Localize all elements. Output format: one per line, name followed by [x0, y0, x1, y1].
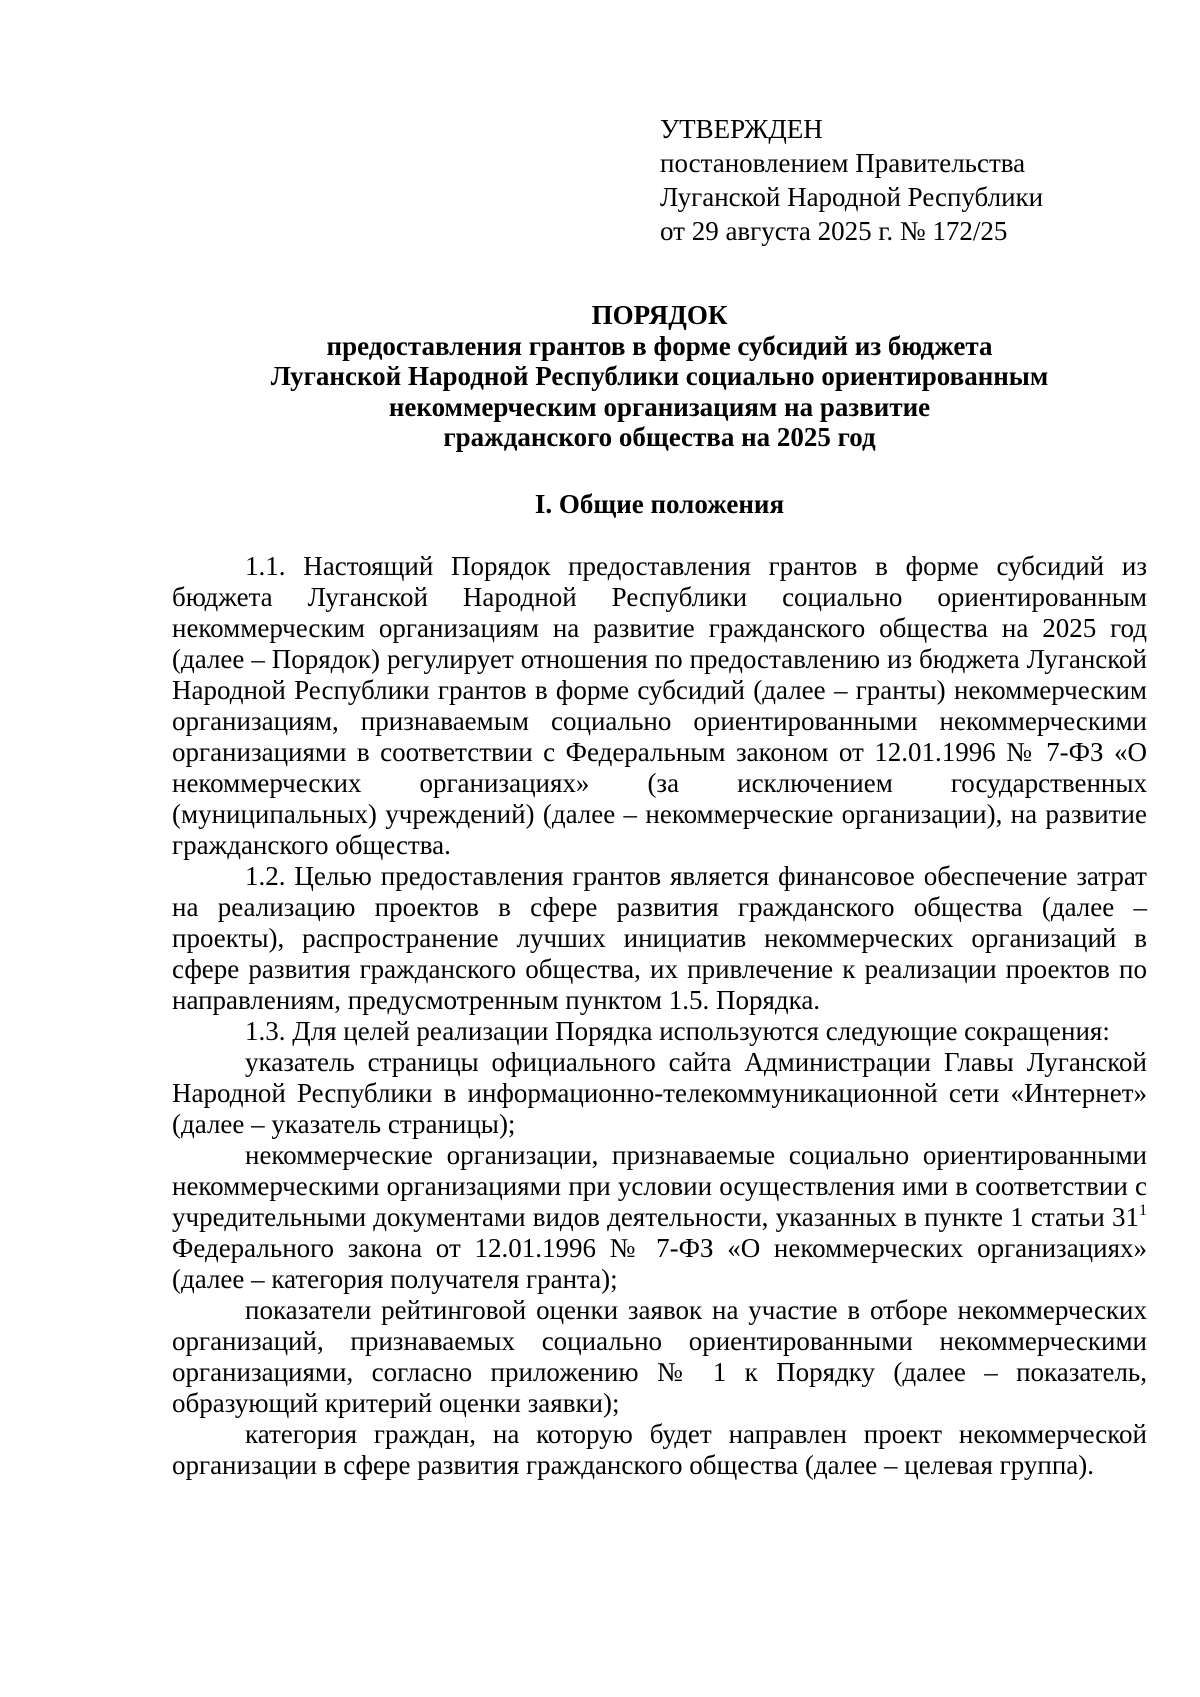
abbreviation-item-2	[172, 1140, 1147, 1295]
abbreviation-item-3: показатели рейтинговой оценки заявок на участие в отборе некоммерческих организаций, признаваемых социально ориентированными некоммерческими организациями, согласно приложению № 1 к Порядку (далее – показатель, образующий критерий оценки заявки);	[172, 1295, 1147, 1418]
approval-date-number: от 29 августа 2025 г. № 172/25	[660, 216, 1008, 246]
approval-resolution: постановлением Правительства	[660, 148, 1026, 178]
title-line-2: Луганской Народной Республики социально ориентированным	[270, 361, 1049, 391]
approval-stamp	[660, 112, 1043, 248]
abbreviation-item-2-text-end: Федерального закона от 12.01.1996 № 7-ФЗ «О некоммерческих организациях» (далее – категория получателя гранта);	[172, 1233, 1147, 1294]
section-heading: I. Общие положения	[534, 489, 785, 519]
approval-status: УТВЕРЖДЕН	[660, 114, 823, 144]
paragraph-1-1: 1.1. Настоящий Порядок предоставления грантов в форме субсидий из бюджета Луганской Народной Республики социально ориентированным некоммерческим организациям на развитие гражданского общества на 2025 год (далее – Порядок) регулирует отношения по предоставлению из бюджета Луганской Народной Республики грантов в форме субсидий (далее – гранты) некоммерческим организациям, признаваемым социально ориентированными некоммерческими организациями в соответствии с Федеральным законом от 12.01.1996 № 7-ФЗ «О некоммерческих организациях» (за исключением государственных (муниципальных) учреждений) (далее – некоммерческие организации), на развитие гражданского общества.	[172, 551, 1147, 860]
document-title	[172, 300, 1147, 453]
document-body	[172, 551, 1147, 1481]
abbreviation-item-1: указатель страницы официального сайта Администрации Главы Луганской Народной Республики в информационно-телекоммуникационной сети «Интернет» (далее – указатель страницы);	[172, 1047, 1147, 1139]
title-line-4: гражданского общества на 2025 год	[443, 422, 876, 452]
paragraph-1-2: 1.2. Целью предоставления грантов является финансовое обеспечение затрат на реализацию проектов в сфере развития гражданского общества (далее – проекты), распространение лучших инициатив некоммерческих организаций в сфере развития гражданского общества, их привлечение к реализации проектов по направлениям, предусмотренным пунктом 1.5. Порядка.	[172, 861, 1147, 1015]
abbreviation-item-2-text: некоммерческие организации, признаваемые социально ориентированными некоммерческими организациями при условии осуществления ими в соответствии с учредительными документами видов деятельности, указанных в пункте 1 статьи 31	[172, 1140, 1147, 1232]
paragraph-1-3: 1.3. Для целей реализации Порядка используются следующие сокращения:	[245, 1016, 1110, 1046]
approval-authority: Луганской Народной Республики	[660, 182, 1044, 212]
abbreviation-item-4: категория граждан, на которую будет направлен проект некоммерческой организации в сфере развития гражданского общества (далее – целевая группа).	[172, 1419, 1147, 1480]
title-line-3: некоммерческим организациям на развитие	[388, 391, 931, 422]
title-main: ПОРЯДОК	[591, 300, 728, 330]
title-line-1: предоставления грантов в форме субсидий из бюджета	[326, 330, 993, 361]
article-superscript: 1	[1139, 1202, 1147, 1219]
